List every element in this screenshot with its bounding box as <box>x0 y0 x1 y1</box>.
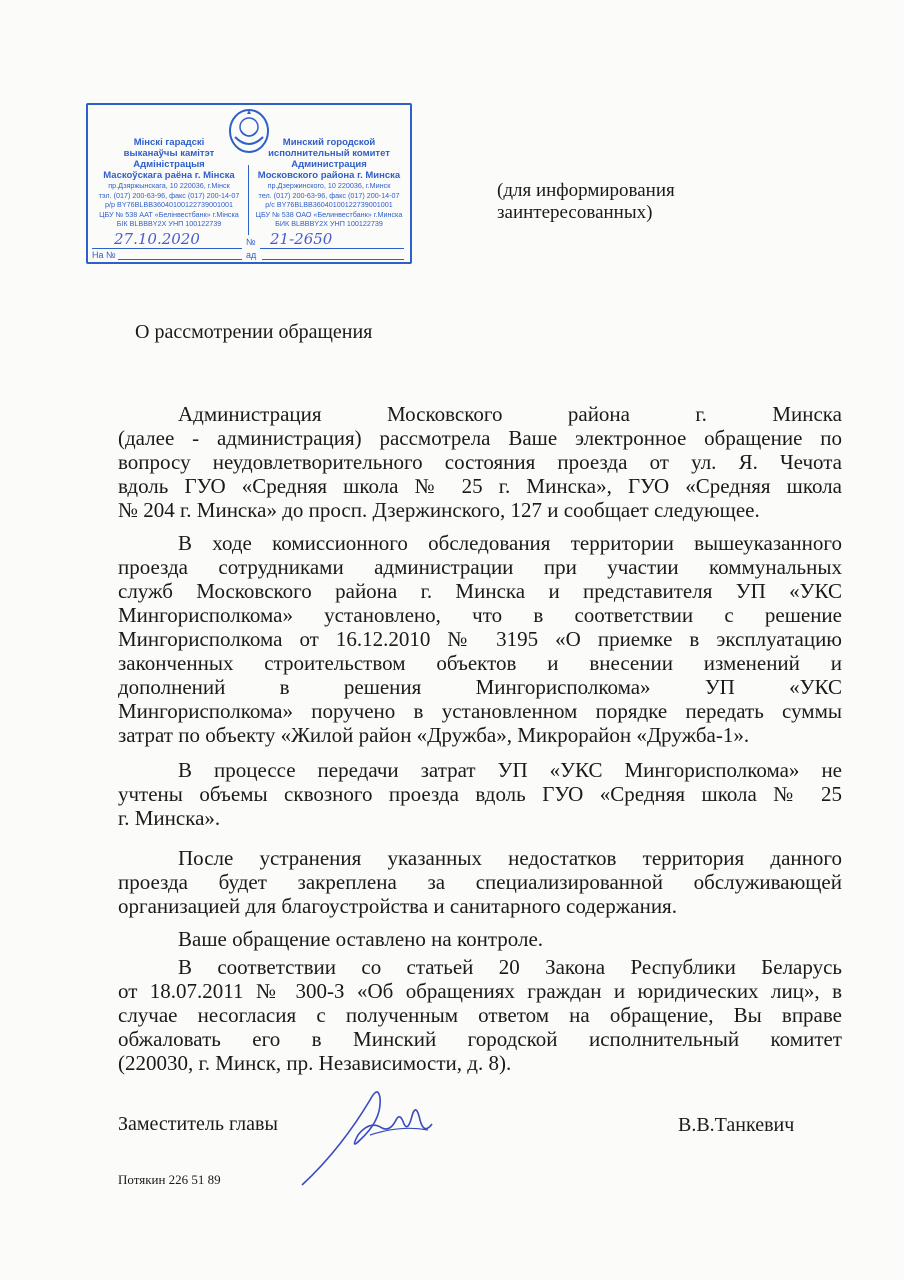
stamp-belarusian: Мінскі гарадскі выканаўчы камітэт Адміністрацыя Маскоўскага раёна г. Мінска пр.Дзяржынскага, 10 220036, г.Мінск тэл. (017) 200-63-96, факс (017) 200-14-07 р/р BY76BLBB36040100122739001001 ЦБУ № 538 ААТ «Белінвестбанк» г.Мінска БІК BLBBBY2X УНП 100122739 <box>98 137 240 228</box>
number-field <box>260 230 404 249</box>
signatory-title: Заместитель главы <box>118 1113 278 1135</box>
paragraph-4: После устранения указанных недостатков территория данного проезда будет закреплена за специализированной обслуживающей организацией для благоустройства и санитарного содержания. <box>118 846 842 918</box>
paragraph-2: В ходе комиссионного обследования территории вышеуказанного проезда сотрудниками администрации при участии коммунальных служб Московского района г. Минска и представителя УП «УКС Мингорисполкома» установлено, что в соответствии с решение Мингорисполкома от 16.12.2010 № 3195 «О приемке в эксплуатацию законченных строительством объектов и внесении изменений и дополнений в решения Мингорисполкома» УП «УКС Мингорисполкома» поручено в установленном порядке передать суммы затрат по объекту «Жилой район «Дружба», Микрорайон «Дружба-1». <box>118 531 842 747</box>
ref-field <box>118 250 242 260</box>
handwritten-date: 27.10.2020 <box>114 230 200 248</box>
executor-contact: Потякин 226 51 89 <box>118 1172 221 1187</box>
number-label: № <box>246 237 256 247</box>
subject: О рассмотрении обращения <box>135 321 373 343</box>
date-field <box>92 230 242 249</box>
from-label: ад <box>246 250 257 260</box>
paragraph-1: Администрация Московского района г. Минска (далее - администрация) рассмотрела Ваше электронное обращение по вопросу неудовлетворительного состояния проезда от ул. Я. Чечота вдоль ГУО «Средняя школа № 25 г. Минска», ГУО «Средняя школа № 204 г. Минска» до просп. Дзержинского, 127 и сообщает следующее. <box>118 402 842 522</box>
paragraph-3: В процессе передачи затрат УП «УКС Мингорисполкома» не учтены объемы сквозного проезда вдоль ГУО «Средняя школа № 25 г. Минска». <box>118 758 842 830</box>
from-field <box>262 250 404 260</box>
ref-label: На № <box>92 250 116 260</box>
paragraph-6: В соответствии со статьей 20 Закона Республики Беларусь от 18.07.2011 № 300-З «Об обращениях граждан и юридических лиц», в случае несогласия с полученным ответом на обращение, Вы вправе обжаловать его в Минский городской исполнительный комитет (220030, г. Минск, пр. Независимости, д. 8). <box>118 955 842 1075</box>
handwritten-signature <box>300 1080 440 1190</box>
stamp-russian: Минский городской исполнительный комитет Администрация Московского района г. Минска пр.Дзержинского, 10 220036, г.Минск тел. (017) 200-63-96, факс (017) 200-14-07 р/с BY76BLBB36040100122739001001 ЦБУ № 538 ОАО «Белинвестбанк» г.Минска БИК BLBBBY2X УНП 100122739 <box>255 137 403 228</box>
addressee: (для информирования заинтересованных) <box>497 180 675 223</box>
stamp-divider <box>248 165 249 235</box>
paragraph-5: Ваше обращение оставлено на контроле. <box>178 927 544 951</box>
handwritten-number: 21-2650 <box>270 230 333 248</box>
registration-stamp <box>86 103 412 264</box>
signatory-name: В.В.Танкевич <box>678 1114 795 1136</box>
